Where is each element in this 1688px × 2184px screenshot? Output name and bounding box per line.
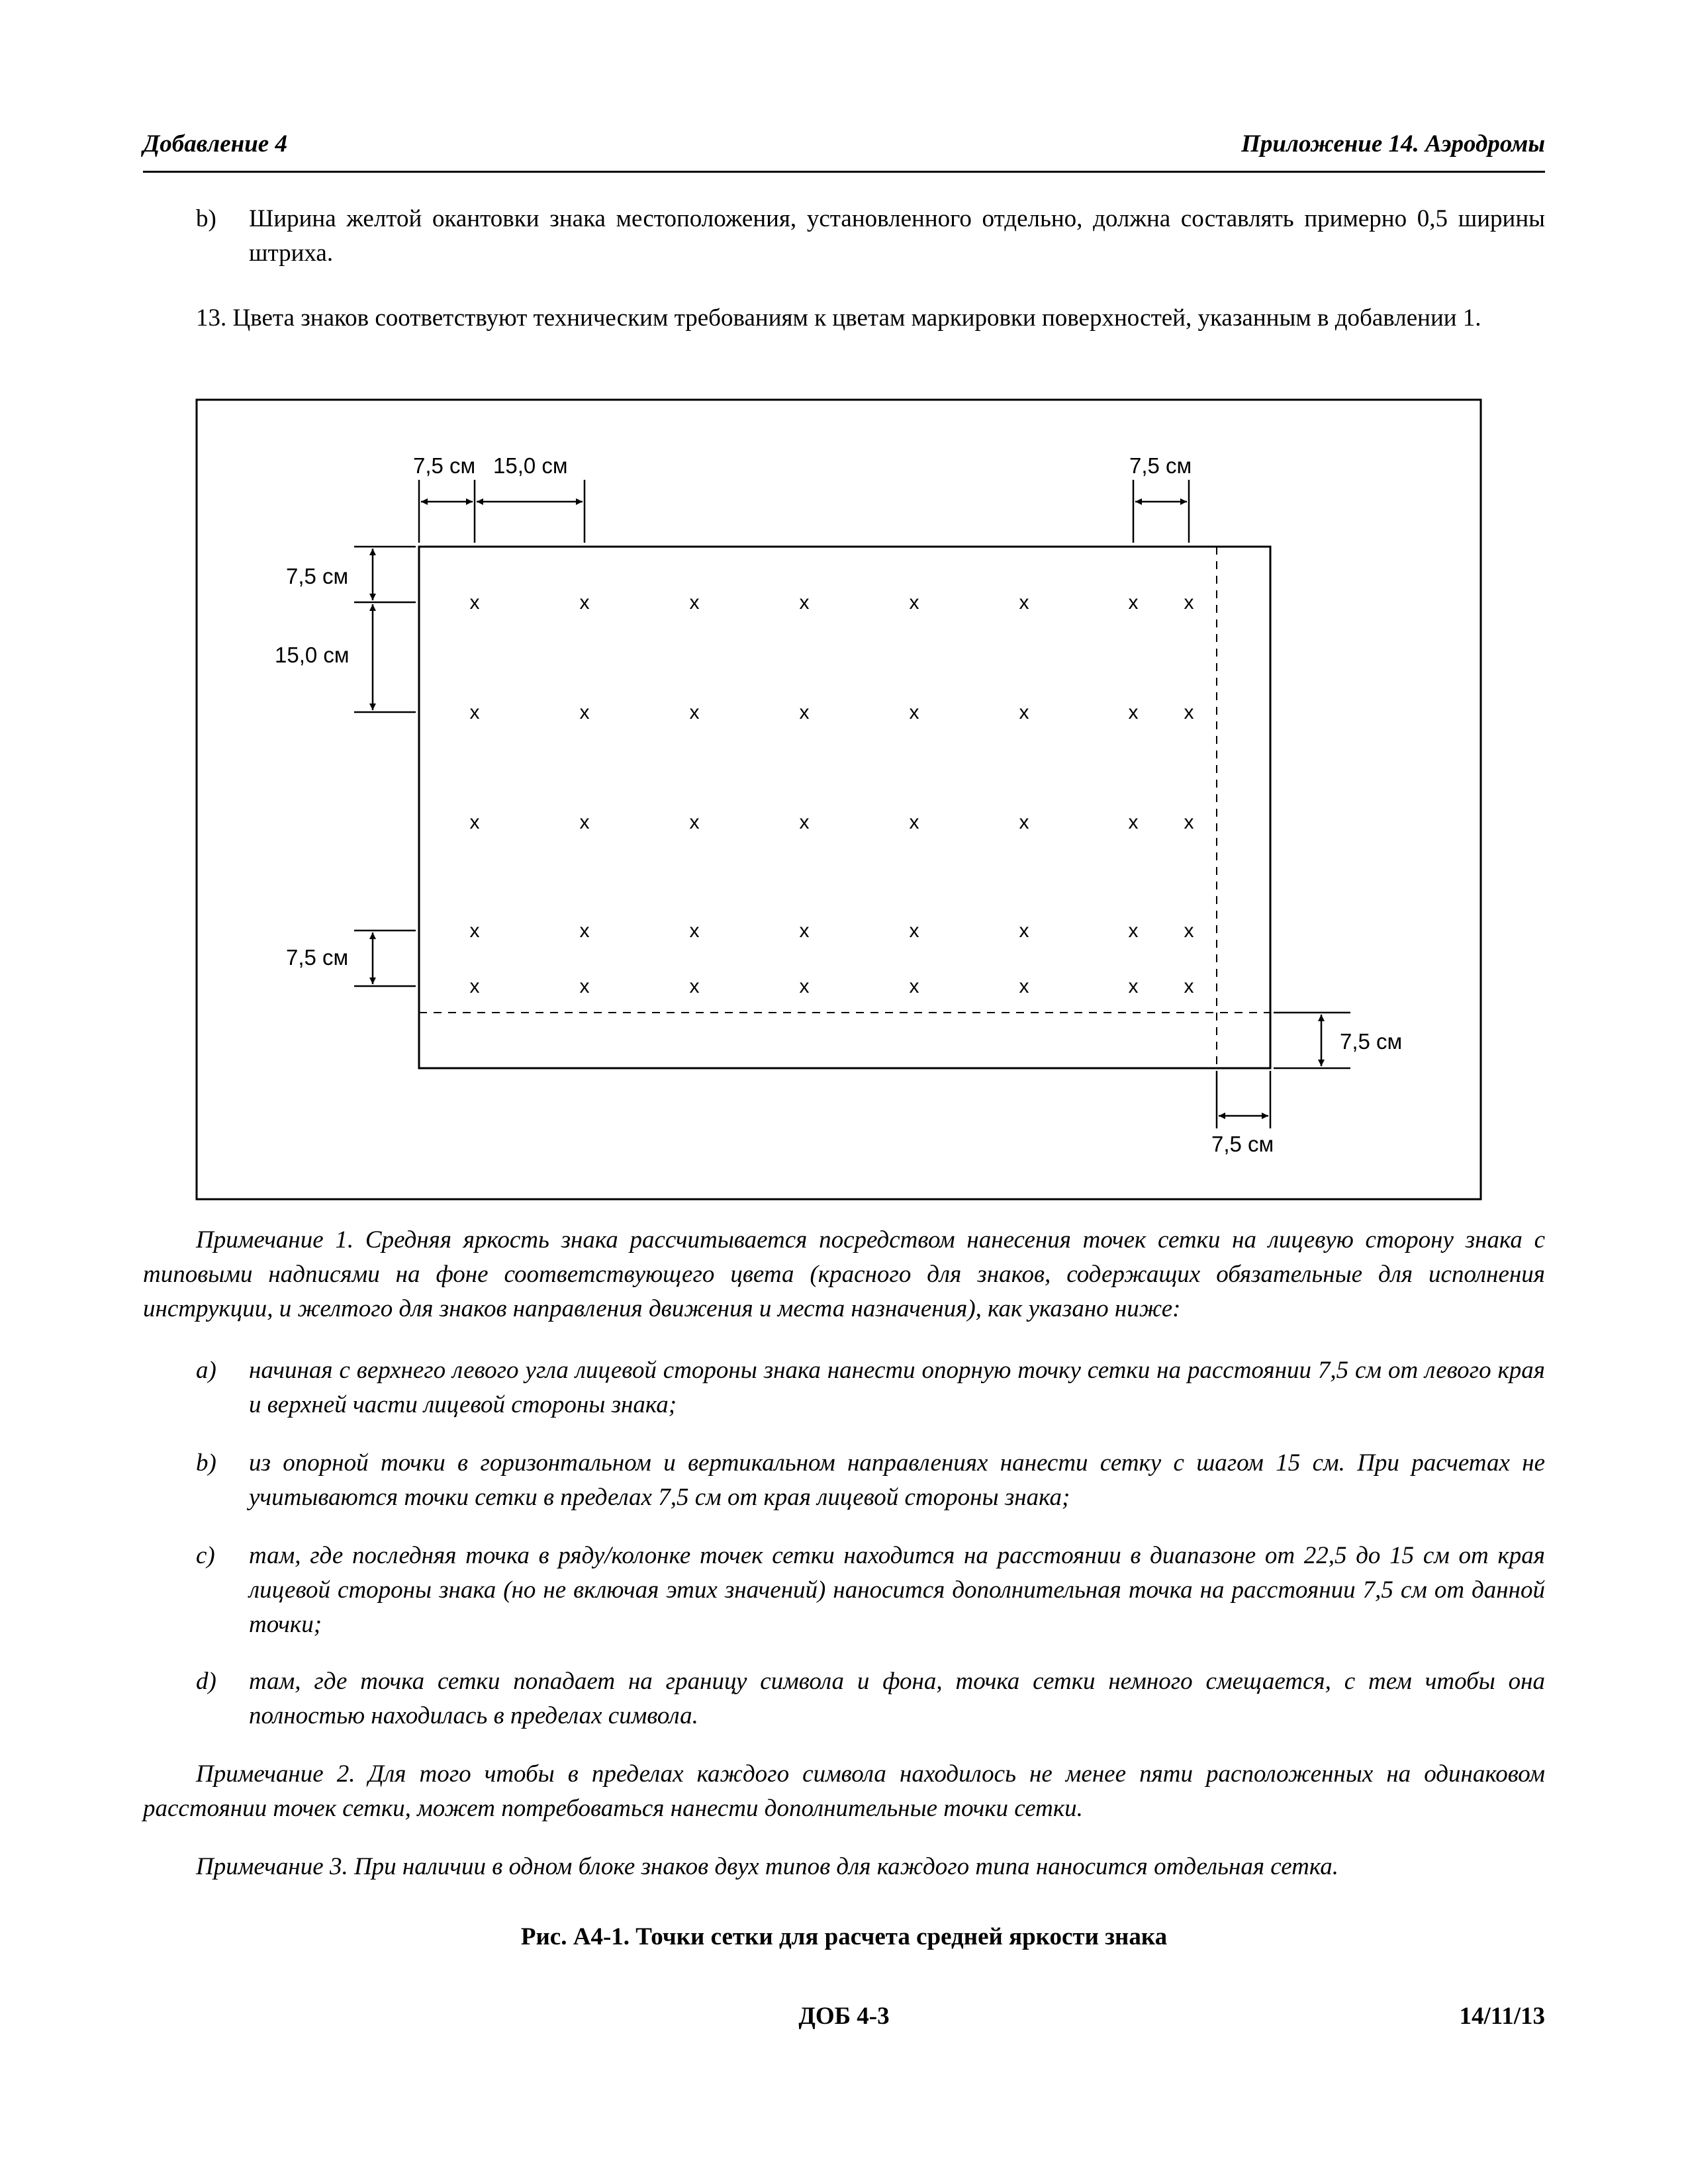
grid-point-r3-c5: x: [1019, 920, 1029, 942]
dim-label-left-3: 7,5 см: [286, 945, 349, 970]
list-item-text: Ширина желтой окантовки знака местоположения, установленного отдельно, должна составлять примерно 0,5 ширины штриха.: [249, 205, 1545, 267]
dim-label-bottom-right: 7,5 см: [1211, 1132, 1274, 1156]
grid-point-r4-c5: x: [1019, 976, 1029, 997]
sign-face: [419, 547, 1270, 1068]
grid-point-r1-c5: x: [1019, 702, 1029, 723]
grid-point-r3-c2: x: [689, 920, 700, 942]
grid-point-r2-c3: x: [799, 811, 810, 833]
note-item-label: a): [196, 1357, 216, 1384]
note-item-text: там, где точка сетки попадает на границу символа и фона, точка сетки немного смещается, с тем чтобы она полностью находилась в пределах символа.: [249, 1668, 1545, 1729]
grid-points: [470, 592, 1194, 997]
note-item-label: d): [196, 1668, 216, 1695]
grid-point-r1-c4: x: [909, 702, 919, 723]
note-item-text: начиная с верхнего левого угла лицевой стороны знака нанести опорную точку сетки на расстоянии 7,5 см от левого края и верхней части лицевой стороны знака;: [249, 1357, 1545, 1418]
note-item-a: [143, 1353, 1545, 1426]
grid-point-r4-c2: x: [689, 976, 700, 997]
note-item-b: [143, 1446, 1545, 1519]
note-1: Примечание 1. Средняя яркость знака рассчитывается посредством нанесения точек сетки на лицевую сторону знака с типовыми надписями на фоне соответствующего цвета (красного для знаков, содержащих обязательные для исполнения инструкции, и желтого для знаков направления движения и места назначения), как указано ниже:: [143, 1226, 1545, 1322]
dim-label-top-left-2: 15,0 см: [493, 453, 568, 478]
grid-point-r3-c4: x: [909, 920, 919, 942]
grid-point-r2-c7: x: [1184, 811, 1194, 833]
note-item-text: из опорной точки в горизонтальном и вертикальном направлениях нанести сетку с шагом 15 см. При расчетах не учитываются точки сетки в пределах 7,5 см от края лицевой стороны знака;: [249, 1449, 1545, 1511]
grid-point-r3-c3: x: [799, 920, 810, 942]
figure-frame: [197, 400, 1481, 1199]
dim-label-right-bottom: 7,5 см: [1340, 1029, 1403, 1054]
note-item-label: b): [196, 1449, 216, 1477]
list-item-label: b): [196, 205, 216, 232]
dim-label-left-2: 15,0 см: [275, 643, 350, 667]
grid-point-r3-c6: x: [1128, 920, 1139, 942]
grid-point-r3-c0: x: [469, 920, 480, 942]
grid-point-r0-c7: x: [1184, 592, 1194, 614]
grid-point-r3-c1: x: [579, 920, 590, 942]
grid-point-r0-c0: x: [469, 592, 480, 614]
grid-point-r1-c7: x: [1184, 702, 1194, 723]
running-header-left: Добавление 4: [143, 130, 287, 158]
grid-point-r0-c4: x: [909, 592, 919, 614]
grid-point-r4-c4: x: [909, 976, 919, 997]
dim-label-top-right: 7,5 см: [1129, 453, 1192, 478]
grid-point-r2-c5: x: [1019, 811, 1029, 833]
note-item-text: там, где последняя точка в ряду/колонке точек сетки находится на расстоянии в диапазоне от 22,5 до 15 см от края лицевой стороны знака (но не включая этих значений) наносится дополнительная точка на расстоянии 7,5 см от данной точки;: [249, 1542, 1545, 1638]
grid-point-r2-c6: x: [1128, 811, 1139, 833]
note-item-label: c): [196, 1542, 215, 1569]
grid-point-r3-c7: x: [1184, 920, 1194, 942]
footer-page-number: ДОБ 4-3: [798, 2003, 890, 2030]
figure-caption: Рис. А4-1. Точки сетки для расчета средней яркости знака: [520, 1923, 1168, 1950]
dim-label-top-left-1: 7,5 см: [413, 453, 476, 478]
grid-point-r4-c1: x: [579, 976, 590, 997]
grid-point-r2-c1: x: [579, 811, 590, 833]
grid-point-r2-c2: x: [689, 811, 700, 833]
note-2: Примечание 2. Для того чтобы в пределах каждого символа находилось не менее пяти расположенных на одинаковом расстоянии точек сетки, может потребоваться нанести дополнительные точки сетки.: [143, 1760, 1545, 1822]
dim-label-left-1: 7,5 см: [286, 564, 349, 588]
grid-point-r2-c4: x: [909, 811, 919, 833]
note-item-c: [143, 1539, 1545, 1645]
grid-point-r0-c5: x: [1019, 592, 1029, 614]
running-header-right: Приложение 14. Аэродромы: [1241, 130, 1545, 158]
grid-point-r4-c3: x: [799, 976, 810, 997]
note-item-d: [143, 1664, 1545, 1737]
grid-point-r0-c6: x: [1128, 592, 1139, 614]
paragraph-13: 13. Цвета знаков соответствуют техническим требованиям к цветам маркировки поверхностей, указанным в добавлении 1.: [196, 304, 1481, 332]
grid-point-r4-c7: x: [1184, 976, 1194, 997]
grid-point-r2-c0: x: [469, 811, 480, 833]
grid-point-r1-c6: x: [1128, 702, 1139, 723]
grid-point-r1-c0: x: [469, 702, 480, 723]
grid-point-r0-c2: x: [689, 592, 700, 614]
footer-date: 14/11/13: [1459, 2003, 1545, 2030]
grid-point-r0-c3: x: [799, 592, 810, 614]
grid-point-r1-c1: x: [579, 702, 590, 723]
grid-point-r4-c6: x: [1128, 976, 1139, 997]
grid-point-r0-c1: x: [579, 592, 590, 614]
grid-point-r4-c0: x: [469, 976, 480, 997]
grid-point-r1-c3: x: [799, 702, 810, 723]
note-3: Примечание 3. При наличии в одном блоке знаков двух типов для каждого типа наносится отдельная сетка.: [196, 1853, 1338, 1880]
grid-point-r1-c2: x: [689, 702, 700, 723]
